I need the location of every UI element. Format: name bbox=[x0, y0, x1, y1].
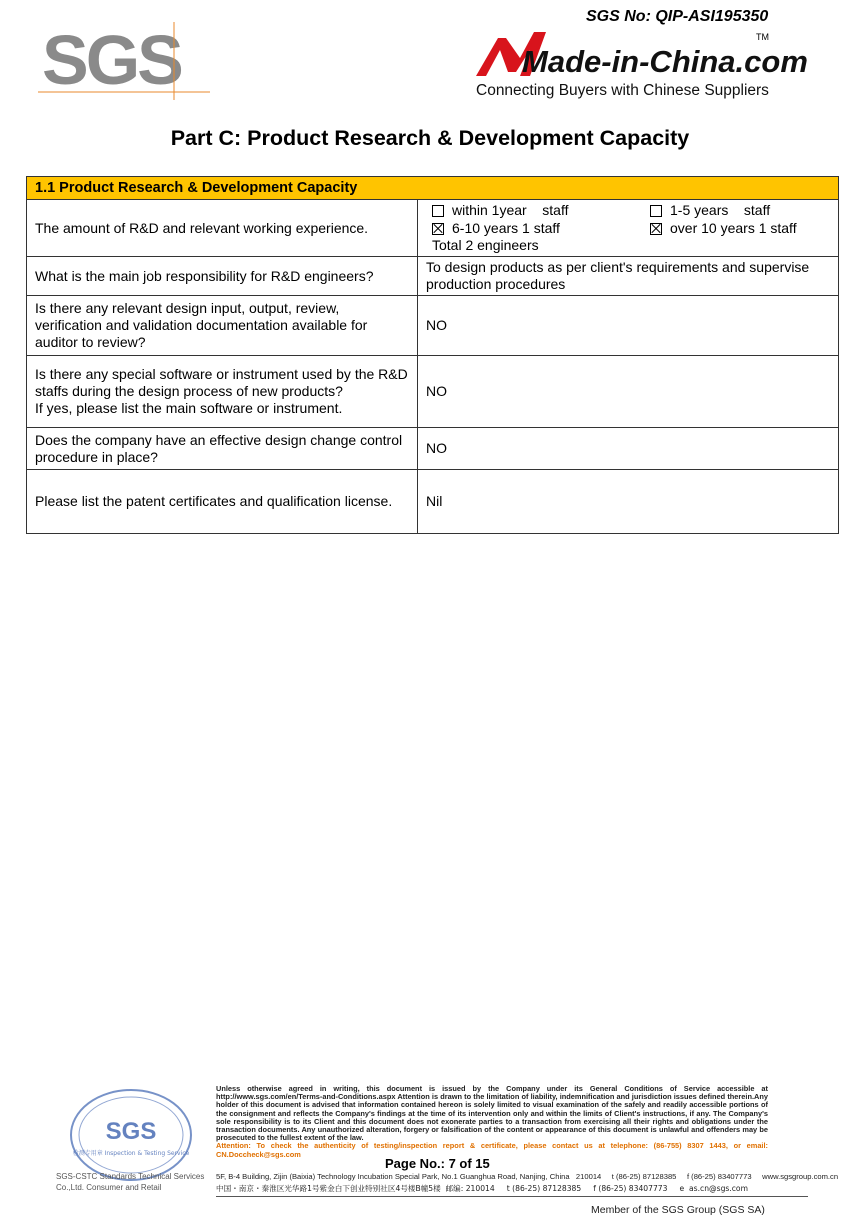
attention-note: Attention: To check the authenticity of testing/inspection report & certificate, please contact us at telephone: (86-755) 8307 1443, or email: CN.Doccheck@sgs.com bbox=[216, 1141, 768, 1159]
sgs-logo-text: SGS bbox=[42, 21, 181, 99]
answer-cell: NO bbox=[418, 428, 839, 470]
mic-tagline: Connecting Buyers with Chinese Suppliers bbox=[476, 82, 769, 99]
office-name: SGS-CSTC Standards Technical Services Co.,Ltd. Consumer and Retail bbox=[56, 1172, 205, 1192]
option-label: 6-10 years 1 staff bbox=[452, 220, 560, 236]
address-cn: 中国・南京・秦淮区光华路1号紫金白下创业特别社区4号楼B幢5楼 邮编: 210014 t (86-25) 87128385 f (86-25) 83407773 e as.cn@sgs.com bbox=[216, 1184, 748, 1193]
stamp-subtext: 检测专用章 Inspection & Testing Service bbox=[72, 1150, 190, 1157]
option-1-5-years bbox=[650, 202, 830, 219]
question-cell bbox=[27, 356, 418, 428]
option-within-1year bbox=[432, 202, 650, 219]
table-row bbox=[27, 356, 839, 428]
sgs-stamp bbox=[68, 1087, 194, 1183]
answer-cell: NO bbox=[418, 296, 839, 356]
question-text: Is there any special software or instrument used by the R&D staffs during the design process of new products? bbox=[35, 366, 408, 399]
address-en: 5F, B-4 Building, Zijin (Baixia) Technology Incubation Special Park, No.1 Guanghua Road, Nanjing, China 210014 t (86-25) 87128385 f (86-25) 83407773 www.sgsgroup.com.cn bbox=[216, 1172, 839, 1181]
question-cell: Please list the patent certificates and qualification license. bbox=[27, 470, 418, 534]
checkbox-checked-icon bbox=[432, 223, 444, 235]
section-header-row bbox=[27, 177, 839, 200]
table-row bbox=[27, 296, 839, 356]
option-label: 1-5 years staff bbox=[670, 202, 771, 218]
checkbox-checked-icon bbox=[650, 223, 662, 235]
option-label: over 10 years 1 staff bbox=[670, 220, 797, 236]
table-row bbox=[27, 470, 839, 534]
question-cell: What is the main job responsibility for R&D engineers? bbox=[27, 257, 418, 296]
trademark-mark: TM bbox=[756, 32, 769, 42]
page-number: Page No.: 7 of 15 bbox=[385, 1156, 490, 1171]
section-heading: 1.1 Product Research & Development Capacity bbox=[27, 177, 839, 200]
experience-options bbox=[426, 202, 830, 237]
answer-cell: To design products as per client's requirements and supervise production procedures bbox=[418, 257, 839, 296]
footer-divider bbox=[216, 1196, 808, 1197]
checkbox-unchecked-icon bbox=[432, 205, 444, 217]
page-title: Part C: Product Research & Development Capacity bbox=[170, 126, 690, 150]
table-row bbox=[27, 200, 839, 257]
option-label: within 1year staff bbox=[452, 202, 569, 218]
checkbox-unchecked-icon bbox=[650, 205, 662, 217]
table-row bbox=[27, 257, 839, 296]
member-note: Member of the SGS Group (SGS SA) bbox=[591, 1204, 765, 1216]
sgs-number: SGS No: QIP-ASI195350 bbox=[586, 8, 769, 25]
question-cell: Is there any relevant design input, output, review, verification and validation documentation available for auditor to review? bbox=[27, 296, 418, 356]
answer-cell bbox=[418, 200, 839, 257]
option-over-10-years bbox=[650, 220, 830, 237]
table-row bbox=[27, 428, 839, 470]
answer-cell: Nil bbox=[418, 470, 839, 534]
total-engineers: Total 2 engineers bbox=[432, 237, 539, 253]
footer-disclaimer bbox=[216, 1085, 768, 1159]
disclaimer-text: Unless otherwise agreed in writing, this document is issued by the Company under its General Conditions of Service accessible at http://www.sgs.com/en/Terms-and-Conditions.aspx Attention is drawn to the limitation of liability, indemnification and jurisdiction issues defined therein.Any holder of this document is advised that information contained hereon is solely limited to visual examination of the safely and readily accessible portions of the consignment and reflects the Company's findings at the time of its intervention only and within the limits of Client's instructions, if any. The Company's sole responsibility is to its Client and this document does not exonerate parties to a transaction from exercising all their rights and obligations under the transaction documents. Any unauthorized alteration, forgery or falsification of the content or appearance of this document is unlawful and offenders may be prosecuted to the fullest extent of the law. bbox=[216, 1084, 768, 1143]
stamp-text: SGS bbox=[105, 1118, 157, 1145]
option-6-10-years bbox=[432, 220, 650, 237]
question-cell: Does the company have an effective design change control procedure in place? bbox=[27, 428, 418, 470]
question-text-line2: If yes, please list the main software or instrument. bbox=[35, 400, 343, 416]
question-cell: The amount of R&D and relevant working experience. bbox=[27, 200, 418, 257]
sgs-logo bbox=[38, 22, 213, 100]
mic-logo-text: Made-in-China.com bbox=[522, 44, 808, 79]
answer-cell: NO bbox=[418, 356, 839, 428]
rd-capacity-table bbox=[26, 176, 839, 534]
